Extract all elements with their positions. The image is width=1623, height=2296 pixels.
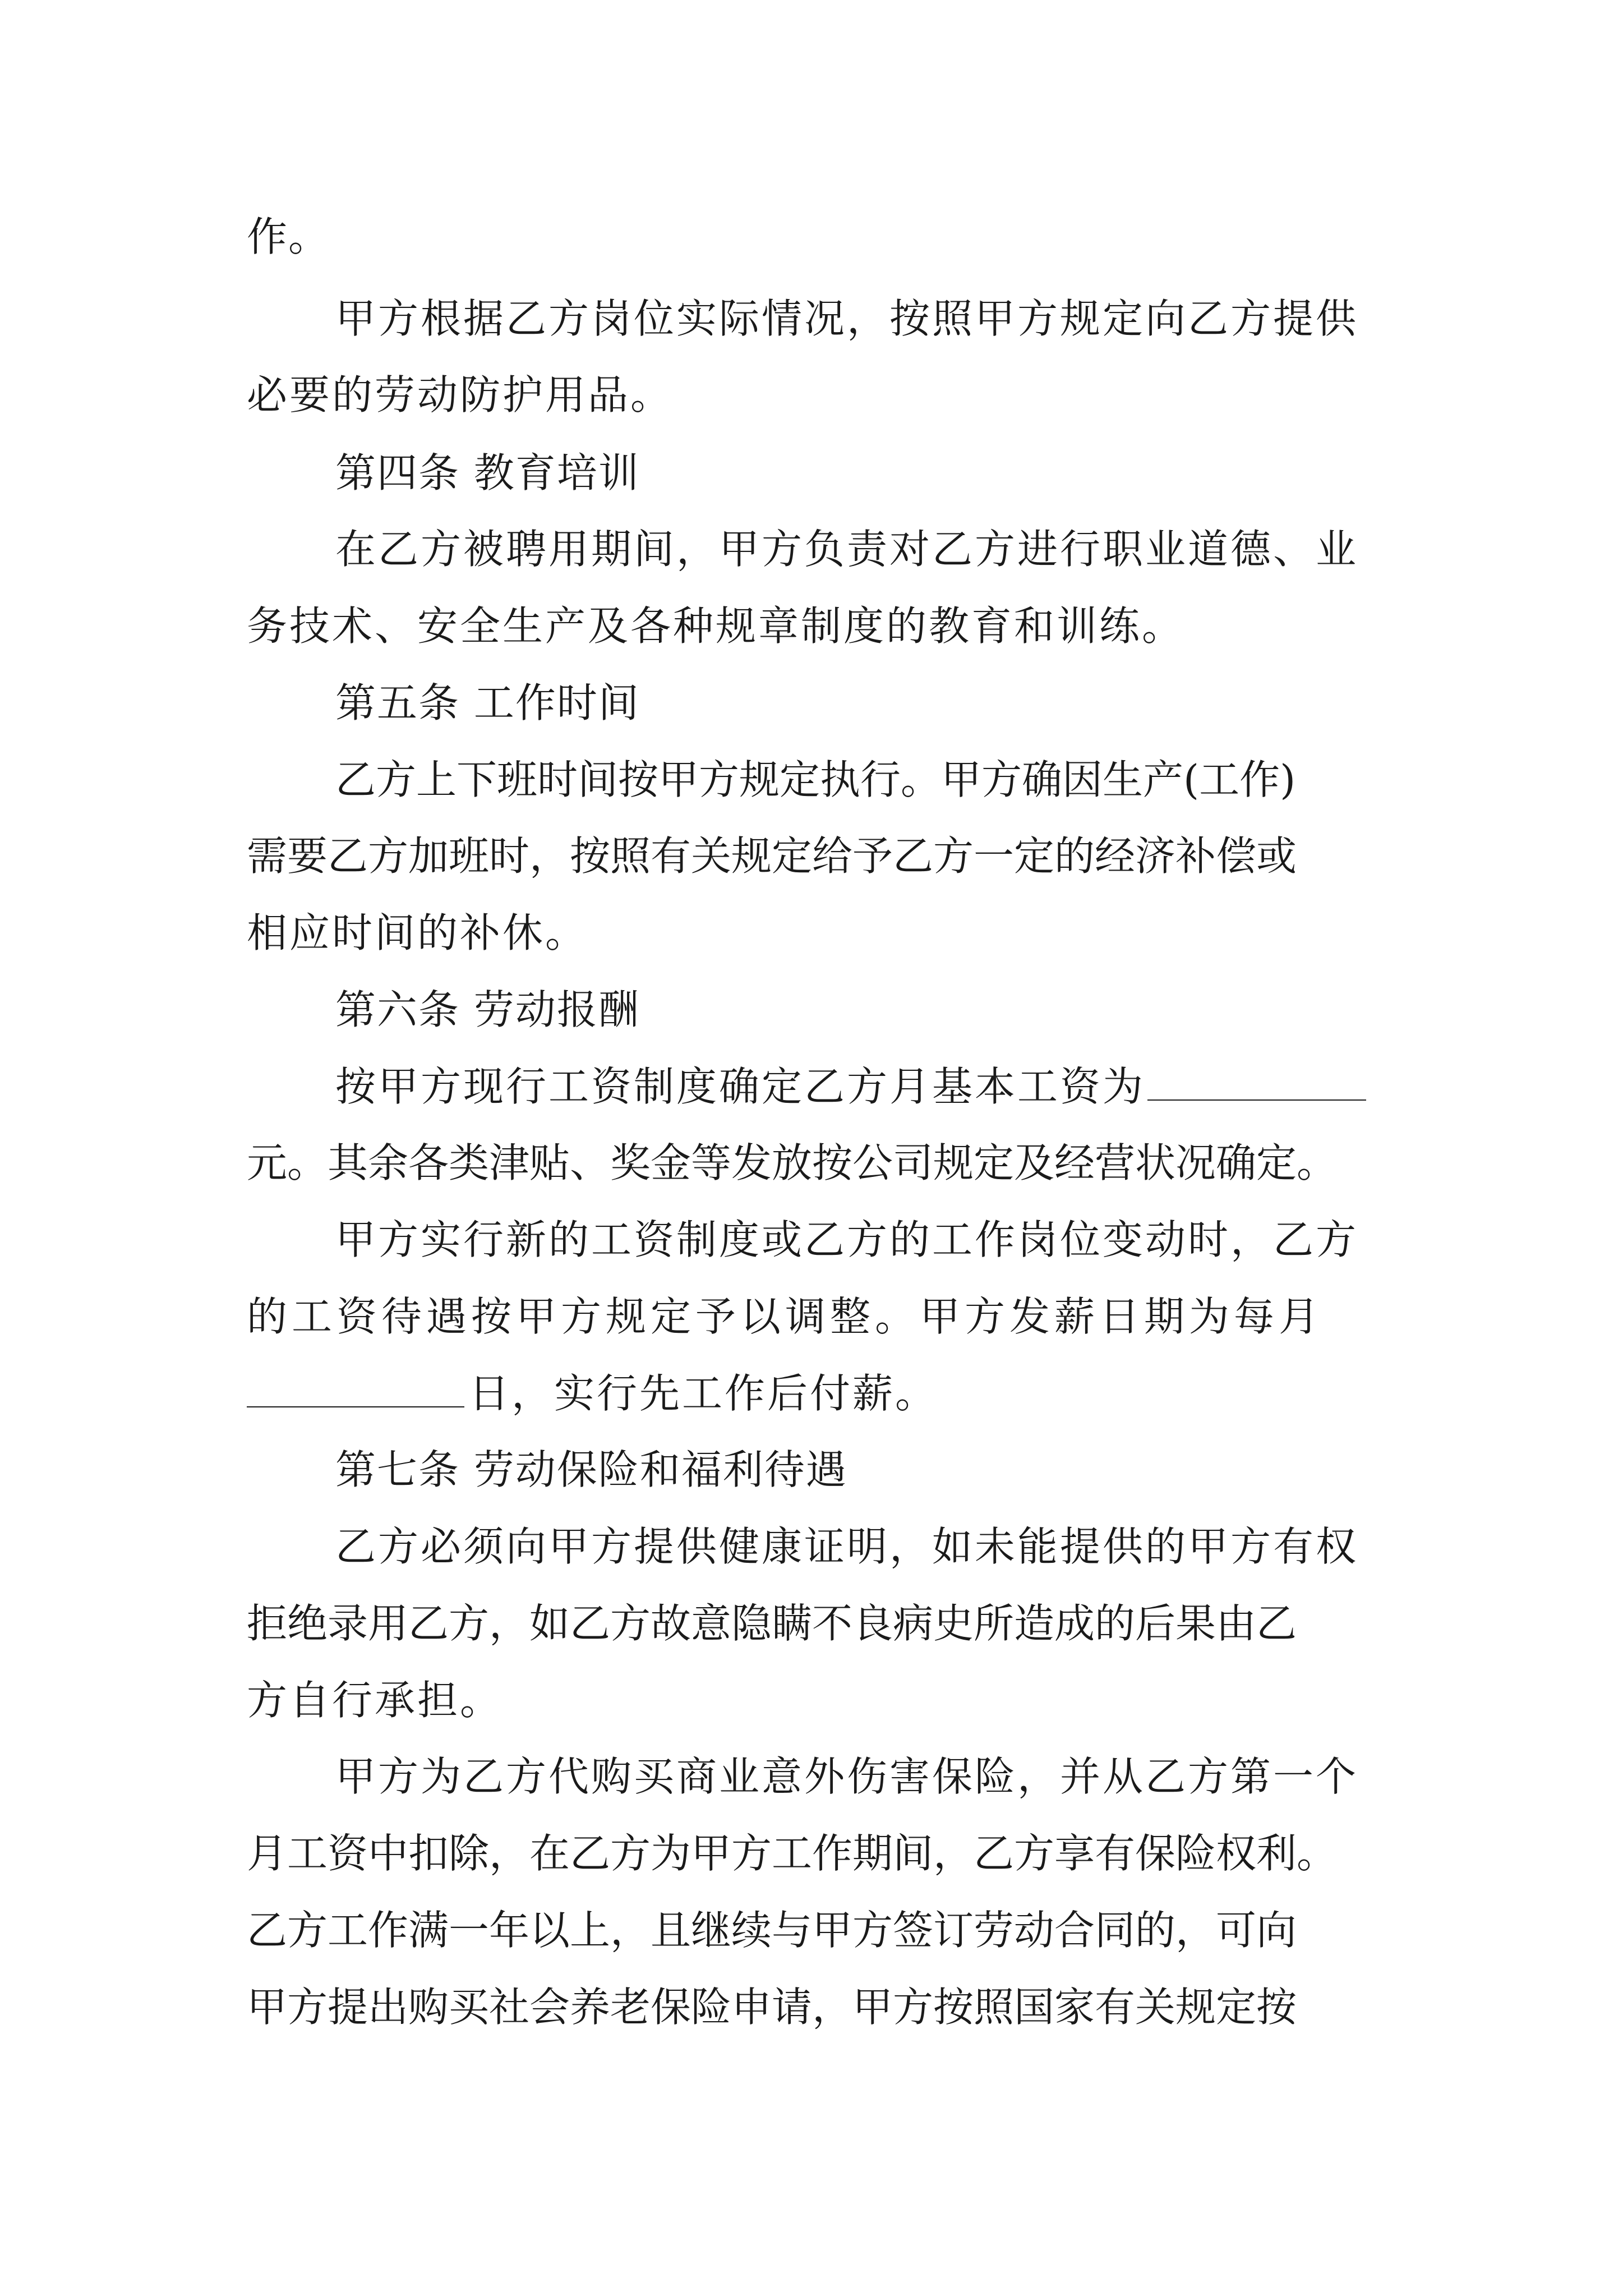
salary-line — [335, 1059, 1366, 1115]
section-heading-6: 第六条 劳动报酬 — [335, 986, 640, 1033]
text-line: 乙方工作满一年以上，且继续与甲方签订劳动合同的，可向 — [247, 1907, 1297, 1954]
text-line: 按甲方现行工资制度确定乙方月基本工资为 — [335, 1063, 1146, 1110]
text-line: 甲方根据乙方岗位实际情况，按照甲方规定向乙方提供 — [335, 295, 1359, 342]
payday-blank[interactable] — [247, 1373, 464, 1407]
text-line: 日，实行先工作后付薪。 — [469, 1370, 938, 1417]
text-line: 甲方提出购买社会养老保险申请，甲方按照国家有关规定按 — [247, 1984, 1297, 2031]
text-line: 在乙方被聘用期间，甲方负责对乙方进行职业道德、业 — [335, 526, 1359, 573]
text-line: 拒绝录用乙方，如乙方故意隐瞒不良病史所造成的后果由乙 — [247, 1600, 1297, 1647]
section-heading-4: 第四条 教育培训 — [335, 449, 640, 496]
text-line: 的工资待遇按甲方规定予以调整。甲方发薪日期为每月 — [247, 1293, 1324, 1340]
payday-line — [247, 1365, 938, 1421]
text-line: 乙方上下班时间按甲方规定执行。甲方确因生产(工作) — [335, 756, 1296, 803]
text-line: 甲方实行新的工资制度或乙方的工作岗位变动时，乙方 — [335, 1216, 1359, 1263]
salary-blank[interactable] — [1147, 1066, 1366, 1101]
text-line: 月工资中扣除，在乙方为甲方工作期间，乙方享有保险权利。 — [247, 1830, 1338, 1877]
text-line: 乙方必须向甲方提供健康证明，如未能提供的甲方有权 — [335, 1523, 1359, 1570]
text-line: 元。其余各类津贴、奖金等发放按公司规定及经营状况确定。 — [247, 1139, 1338, 1186]
text-line: 甲方为乙方代购买商业意外伤害保险，并从乙方第一个 — [335, 1753, 1359, 1800]
text-line: 方自行承担。 — [247, 1677, 503, 1724]
section-heading-5: 第五条 工作时间 — [335, 679, 640, 726]
section-heading-7: 第七条 劳动保险和福利待遇 — [335, 1446, 847, 1493]
text-line: 必要的劳动防护用品。 — [247, 371, 674, 418]
text-line: 需要乙方加班时，按照有关规定给予乙方一定的经济补偿或 — [247, 832, 1297, 880]
text-line: 作。 — [247, 213, 330, 260]
text-line: 务技术、安全生产及各种规章制度的教育和训练。 — [247, 602, 1185, 650]
text-line: 相应时间的补休。 — [247, 909, 588, 956]
